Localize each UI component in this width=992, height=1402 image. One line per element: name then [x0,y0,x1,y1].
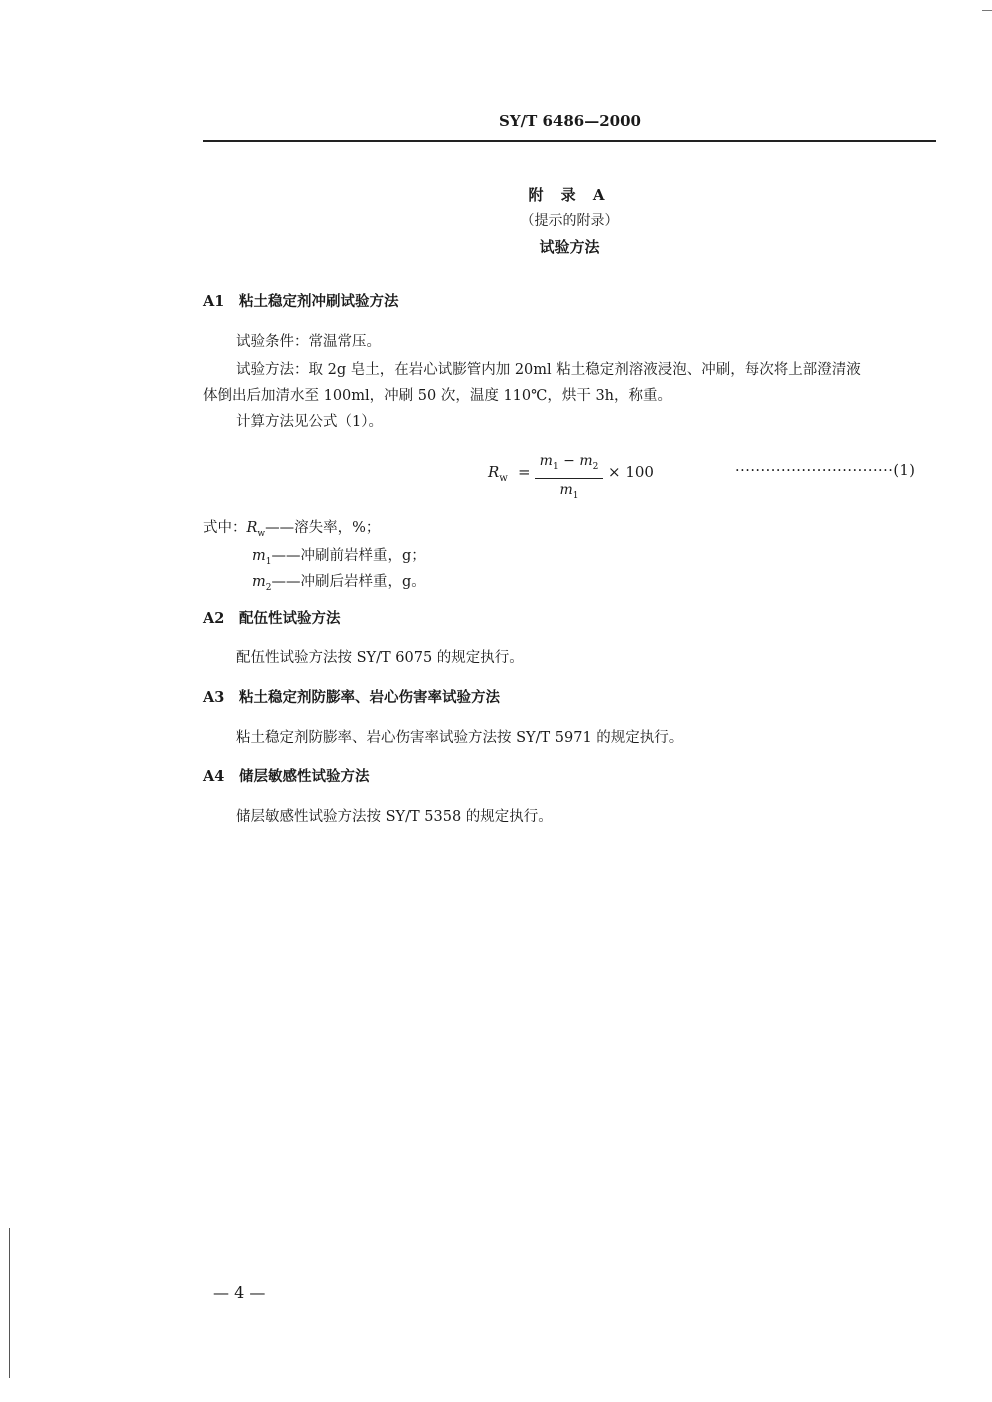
equation-number: ·······························(1) [735,463,916,479]
section-title: 配伍性试验方法 [239,610,341,627]
section-a2-text: 配伍性试验方法按 SY/T 6075 的规定执行。 [236,650,524,666]
section-number: A4 [203,768,225,785]
appendix-title: 附 录 A [528,186,611,204]
formula-equals: = [518,463,531,481]
section-title: 储层敏感性试验方法 [239,768,370,785]
formula-fraction [535,452,603,505]
formula-lhs: $R_w$ [488,463,508,484]
section-heading-a4 [203,765,370,786]
section-title: 粘土稳定剂防膨率、岩心伤害率试验方法 [239,689,500,706]
section-heading-a2 [203,607,341,628]
section-a3-text: 粘土稳定剂防膨率、岩心伤害率试验方法按 SY/T 5971 的规定执行。 [236,730,684,746]
section-number: A2 [203,610,225,627]
variable-row-m1: $m_1——$冲刷前岩样重，g； [252,548,426,567]
appendix-heading: 试验方法 [539,238,600,256]
test-conditions: 试验条件：常温常压。 [236,334,381,350]
fraction-bar [535,478,603,479]
calculation-note: 计算方法见公式（1）。 [236,414,383,430]
header-rule [203,140,936,142]
scan-edge-line [9,1228,10,1378]
test-method-line-1: 试验方法：取 2g 皂土，在岩心试膨管内加 20ml 粘土稳定剂溶液浸泡、冲刷，每次将上部澄清液 [236,362,861,378]
standard-code: SY/T 6486—2000 [499,112,641,130]
scan-edge-mark [982,10,992,11]
section-heading-a1 [203,290,399,311]
formula-multiplier: × 100 [608,463,654,481]
section-number: A3 [203,689,225,706]
page-number: — 4 — [213,1283,266,1302]
variables-lead: 式中： [203,520,247,536]
section-number: A1 [203,293,225,310]
section-heading-a3 [203,686,500,707]
variable-row-m2: $m_2——$冲刷后岩样重，g。 [252,574,426,593]
formula-denominator: $m_1$ [559,481,579,501]
test-method-line-2: 体倒出后加清水至 100ml，冲刷 50 次，温度 110℃，烘干 3h，称重。 [203,388,673,404]
section-a4-text: 储层敏感性试验方法按 SY/T 5358 的规定执行。 [236,809,553,825]
formula-numerator: $m_1 - m_2$ [539,453,599,472]
appendix-subtitle: （提示的附录） [520,213,619,229]
variable-row-rw: 式中：$R_w——$溶失率，%； [203,520,381,539]
section-title: 粘土稳定剂冲刷试验方法 [239,293,399,310]
